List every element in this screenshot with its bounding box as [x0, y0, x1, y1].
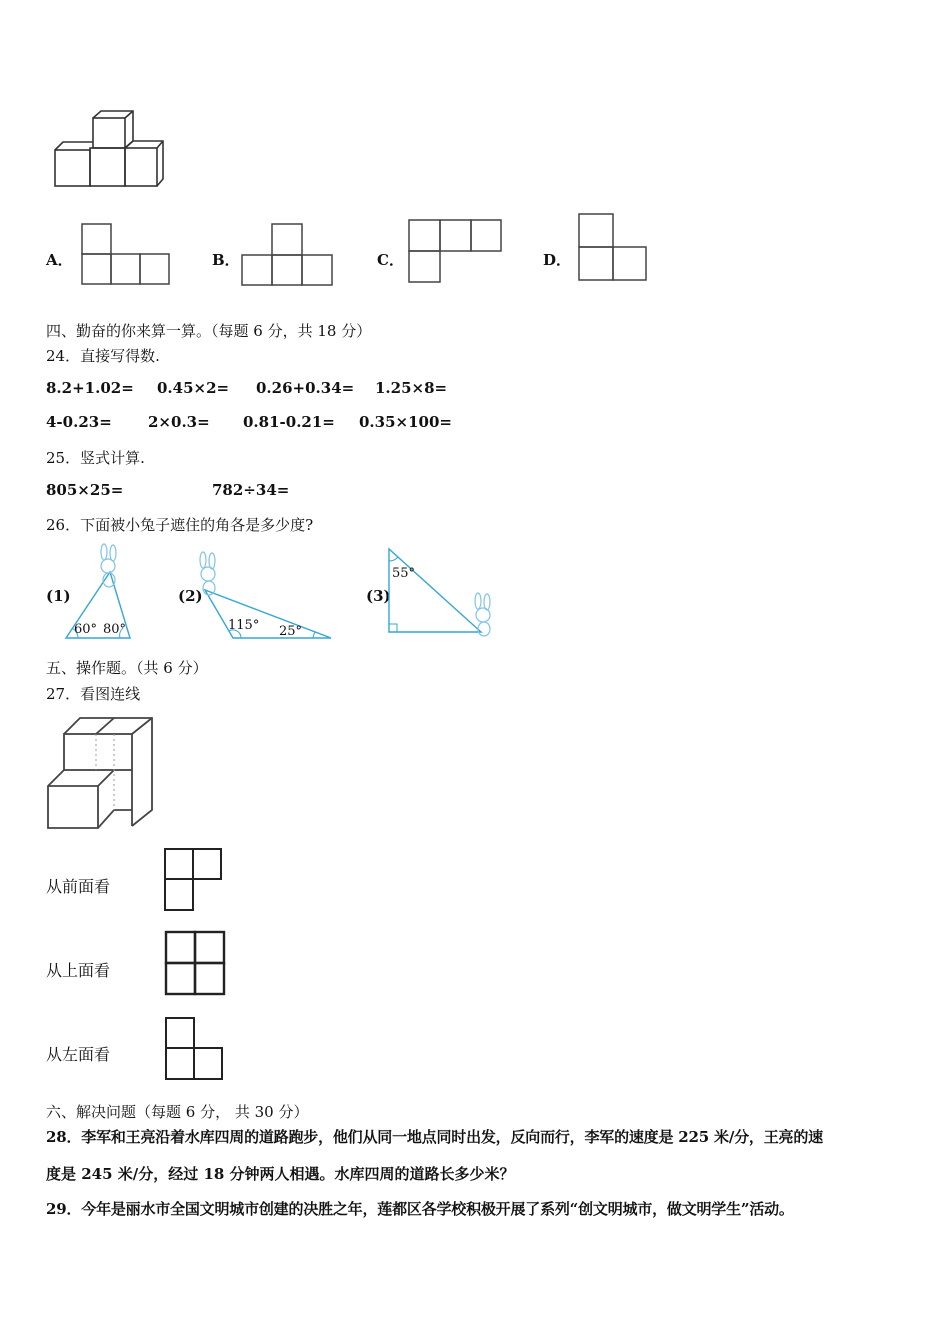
q28-line2: 度是 245 米/分，经过 18 分钟两人相遇。水库四周的道路长多少米？ [46, 1165, 515, 1183]
q24-item-6: 2×0.3= [148, 413, 210, 431]
q27-title: 27．看图连线 [46, 685, 141, 703]
view-top-figure[interactable] [164, 930, 228, 998]
q24-item-5: 4-0.23= [46, 413, 112, 431]
q24-item-8: 0.35×100= [359, 413, 452, 431]
q25-item-2: 782÷34= [212, 481, 290, 499]
q29-line1: 29．今年是丽水市全国文明城市创建的决胜之年，莲都区各学校积极开展了系列“创文明城市，做文明学生”活动。 [46, 1200, 794, 1218]
q25-item-1: 805×25= [46, 481, 124, 499]
section5-title: 五、操作题。（共 6 分） [46, 659, 208, 677]
q26-fig3-angle-a: 55° [392, 566, 416, 581]
q26-label-2: (2) [178, 587, 203, 605]
option-c-label[interactable]: C． [377, 251, 404, 269]
rabbit-icon [200, 552, 215, 595]
q26-label-3: (3) [366, 587, 391, 605]
q26-fig2-angle-a: 115° [228, 618, 260, 633]
view-top-label: 从上面看 [46, 961, 111, 980]
q24-item-2: 0.45×2= [157, 379, 230, 397]
q28-line1: 28．李军和王亮沿着水库四周的道路跑步，他们从同一地点同时出发，反向而行，李军的速度是 225 米/分，王亮的速 [46, 1128, 823, 1146]
q27-solid-figure [44, 714, 159, 832]
q24-item-1: 8.2+1.02= [46, 379, 134, 397]
option-b-label[interactable]: B． [212, 251, 240, 269]
option-d-figure[interactable] [577, 211, 649, 283]
view-front-label: 从前面看 [46, 877, 111, 896]
section6-title: 六、解决问题（每题 6 分， 共 30 分） [46, 1103, 309, 1121]
q24-item-7: 0.81-0.21= [243, 413, 335, 431]
q26-fig1-angle-b: 80° [103, 622, 127, 637]
q26-triangle-1 [60, 542, 140, 642]
view-left-label: 从左面看 [46, 1045, 111, 1064]
q25-title: 25．竖式计算. [46, 449, 145, 467]
q26-label-1: (1) [46, 587, 71, 605]
rabbit-icon [101, 544, 116, 587]
q26-triangle-2 [195, 550, 335, 642]
q26-triangle-3 [385, 545, 500, 645]
q23-cube-figure [50, 108, 170, 193]
q24-title: 24．直接写得数. [46, 347, 160, 365]
view-front-figure[interactable] [163, 847, 225, 913]
option-b-figure[interactable] [240, 222, 336, 286]
q24-item-4: 1.25×8= [375, 379, 448, 397]
option-d-label[interactable]: D． [543, 251, 572, 269]
q26-fig1-angle-a: 60° [74, 622, 98, 637]
option-c-figure[interactable] [407, 218, 503, 284]
option-a-label[interactable]: A． [46, 251, 73, 269]
q26-fig2-angle-b: 25° [279, 624, 303, 639]
view-left-figure[interactable] [164, 1015, 226, 1083]
q26-title: 26．下面被小兔子遮住的角各是多少度? [46, 516, 314, 534]
option-a-figure[interactable] [80, 222, 172, 286]
section4-title: 四、勤奋的你来算一算。（每题 6 分，共 18 分） [46, 322, 372, 340]
q24-item-3: 0.26+0.34= [256, 379, 355, 397]
